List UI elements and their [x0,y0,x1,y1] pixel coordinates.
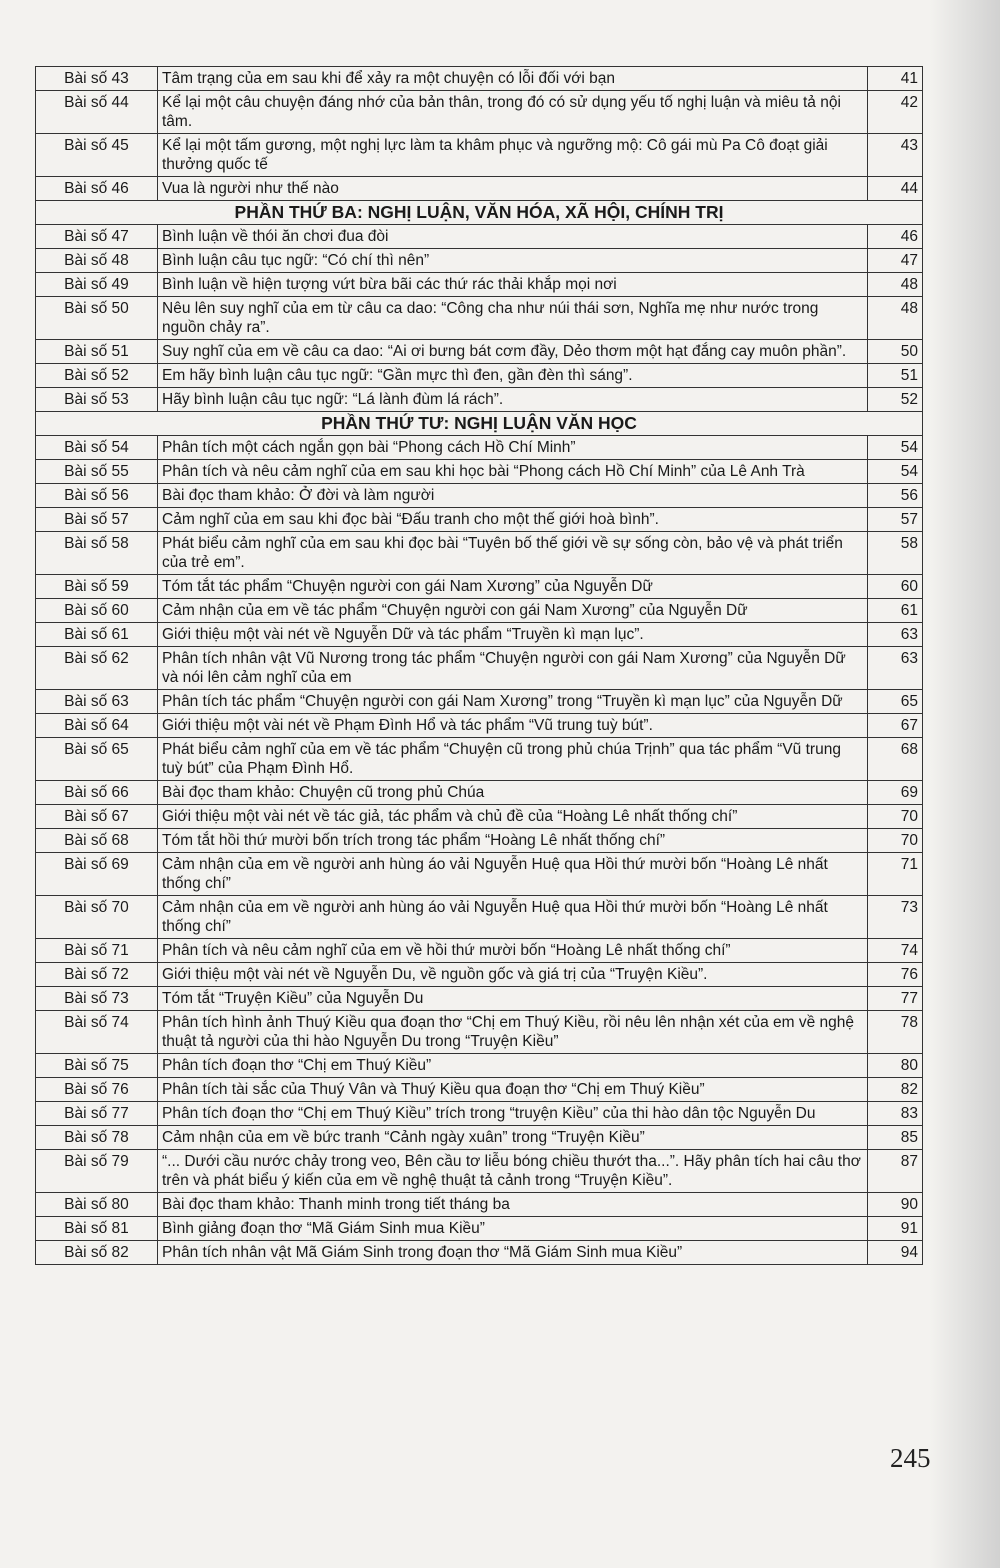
table-row [36,714,923,738]
table-row [36,896,923,939]
table-row [36,436,923,460]
entry-page: 76 [868,963,923,987]
entry-page: 87 [868,1150,923,1193]
entry-code: Bài số 66 [36,781,158,805]
table-row [36,939,923,963]
entry-code: Bài số 52 [36,364,158,388]
entry-page: 41 [868,67,923,91]
entry-page: 77 [868,987,923,1011]
table-row [36,388,923,412]
entry-code: Bài số 50 [36,297,158,340]
section-heading-row [36,412,923,436]
entry-title: Cảm nhận của em về tác phẩm “Chuyện người con gái Nam Xương” của Nguyễn Dữ [158,599,868,623]
entry-page: 74 [868,939,923,963]
entry-page: 42 [868,91,923,134]
entry-title: Phân tích nhân vật Vũ Nương trong tác phẩm “Chuyện người con gái Nam Xương” của Nguyễn Dữ và nói lên cảm nghĩ của em [158,647,868,690]
table-row [36,575,923,599]
entry-code: Bài số 62 [36,647,158,690]
entry-page: 60 [868,575,923,599]
entry-code: Bài số 51 [36,340,158,364]
entry-code: Bài số 57 [36,508,158,532]
table-row [36,225,923,249]
entry-title: Tóm tắt tác phẩm “Chuyện người con gái Nam Xương” của Nguyễn Dữ [158,575,868,599]
entry-title: Vua là người như thế nào [158,177,868,201]
entry-title: Bình giảng đoạn thơ “Mã Giám Sinh mua Kiều” [158,1217,868,1241]
page-number: 245 [890,1443,931,1473]
entry-title: “... Dưới cầu nước chảy trong veo, Bên cầu tơ liễu bóng chiều thướt tha...”. Hãy phân tích hai câu thơ trên và phát biểu ý kiến của em về nghệ thuật tả cảnh trong “Truyện Kiều”. [158,1150,868,1193]
entry-page: 69 [868,781,923,805]
table-row [36,853,923,896]
entry-code: Bài số 58 [36,532,158,575]
section-heading: PHẦN THỨ BA: NGHỊ LUẬN, VĂN HÓA, XÃ HỘI, CHÍNH TRỊ [36,201,923,225]
entry-code: Bài số 54 [36,436,158,460]
table-row [36,67,923,91]
entry-title: Bài đọc tham khảo: Chuyện cũ trong phủ Chúa [158,781,868,805]
entry-title: Cảm nhận của em về người anh hùng áo vải Nguyễn Huệ qua Hồi thứ mười bốn “Hoàng Lê nhất thống chí” [158,853,868,896]
entry-title: Giới thiệu một vài nét về Phạm Đình Hổ và tác phẩm “Vũ trung tuỳ bút”. [158,714,868,738]
entry-page: 78 [868,1011,923,1054]
entry-code: Bài số 55 [36,460,158,484]
entry-page: 61 [868,599,923,623]
table-row [36,249,923,273]
toc-body [36,67,923,1265]
entry-title: Phân tích tài sắc của Thuý Vân và Thuý Kiều qua đoạn thơ “Chị em Thuý Kiều” [158,1078,868,1102]
entry-code: Bài số 76 [36,1078,158,1102]
entry-code: Bài số 47 [36,225,158,249]
entry-page: 68 [868,738,923,781]
table-row [36,805,923,829]
entry-title: Tóm tắt hồi thứ mười bốn trích trong tác phẩm “Hoàng Lê nhất thống chí” [158,829,868,853]
entry-code: Bài số 56 [36,484,158,508]
entry-title: Bài đọc tham khảo: Ở đời và làm người [158,484,868,508]
entry-title: Em hãy bình luận câu tục ngữ: “Gần mực thì đen, gần đèn thì sáng”. [158,364,868,388]
entry-page: 48 [868,273,923,297]
table-row [36,963,923,987]
table-row [36,1078,923,1102]
entry-page: 73 [868,896,923,939]
table-row [36,599,923,623]
table-row [36,134,923,177]
entry-code: Bài số 78 [36,1126,158,1150]
entry-code: Bài số 68 [36,829,158,853]
entry-code: Bài số 79 [36,1150,158,1193]
table-row [36,91,923,134]
entry-page: 48 [868,297,923,340]
entry-code: Bài số 59 [36,575,158,599]
entry-page: 63 [868,623,923,647]
entry-code: Bài số 72 [36,963,158,987]
entry-code: Bài số 61 [36,623,158,647]
entry-page: 80 [868,1054,923,1078]
entry-code: Bài số 77 [36,1102,158,1126]
entry-page: 70 [868,805,923,829]
entry-page: 91 [868,1217,923,1241]
table-row [36,1102,923,1126]
entry-code: Bài số 60 [36,599,158,623]
entry-code: Bài số 44 [36,91,158,134]
entry-title: Tóm tắt “Truyện Kiều” của Nguyễn Du [158,987,868,1011]
entry-code: Bài số 69 [36,853,158,896]
entry-title: Cảm nghĩ của em sau khi đọc bài “Đấu tranh cho một thế giới hoà bình”. [158,508,868,532]
entry-title: Tâm trạng của em sau khi để xảy ra một chuyện có lỗi đối với bạn [158,67,868,91]
entry-title: Phân tích và nêu cảm nghĩ của em sau khi học bài “Phong cách Hồ Chí Minh” của Lê Anh Trà [158,460,868,484]
entry-page: 51 [868,364,923,388]
entry-title: Suy nghĩ của em về câu ca dao: “Ai ơi bưng bát cơm đầy, Dẻo thơm một hạt đắng cay muôn phần”. [158,340,868,364]
entry-code: Bài số 63 [36,690,158,714]
entry-page: 58 [868,532,923,575]
entry-page: 44 [868,177,923,201]
table-row [36,623,923,647]
entry-code: Bài số 67 [36,805,158,829]
table-row [36,1193,923,1217]
entry-code: Bài số 43 [36,67,158,91]
entry-code: Bài số 64 [36,714,158,738]
table-row [36,1150,923,1193]
table-row [36,340,923,364]
table-row [36,1217,923,1241]
entry-code: Bài số 74 [36,1011,158,1054]
entry-title: Bài đọc tham khảo: Thanh minh trong tiết tháng ba [158,1193,868,1217]
entry-title: Bình luận về thói ăn chơi đua đòi [158,225,868,249]
section-heading: PHẦN THỨ TƯ: NGHỊ LUẬN VĂN HỌC [36,412,923,436]
table-row [36,297,923,340]
entry-title: Kể lại một câu chuyện đáng nhớ của bản thân, trong đó có sử dụng yếu tố nghị luận và miêu tả nội tâm. [158,91,868,134]
entry-page: 54 [868,436,923,460]
entry-title: Phân tích tác phẩm “Chuyện người con gái Nam Xương” trong “Truyền kì mạn lục” của Nguyễn Dữ [158,690,868,714]
entry-page: 82 [868,1078,923,1102]
entry-code: Bài số 75 [36,1054,158,1078]
entry-page: 67 [868,714,923,738]
entry-page: 70 [868,829,923,853]
entry-page: 57 [868,508,923,532]
entry-page: 85 [868,1126,923,1150]
table-row [36,273,923,297]
table-row [36,1241,923,1265]
entry-title: Cảm nhận của em về người anh hùng áo vải Nguyễn Huệ qua Hồi thứ mười bốn “Hoàng Lê nhất thống chí” [158,896,868,939]
entry-title: Phân tích một cách ngắn gọn bài “Phong cách Hồ Chí Minh” [158,436,868,460]
entry-page: 54 [868,460,923,484]
entry-title: Kể lại một tấm gương, một nghị lực làm ta khâm phục và ngưỡng mộ: Cô gái mù Pa Cô đoạt giải thưởng quốc tế [158,134,868,177]
entry-title: Bình luận câu tục ngữ: “Có chí thì nên” [158,249,868,273]
entry-code: Bài số 82 [36,1241,158,1265]
table-row [36,532,923,575]
table-row [36,1011,923,1054]
table-row [36,738,923,781]
entry-page: 52 [868,388,923,412]
entry-title: Phát biểu cảm nghĩ của em sau khi đọc bài “Tuyên bố thế giới về sự sống còn, bảo vệ và phát triển của trẻ em”. [158,532,868,575]
table-row [36,1126,923,1150]
entry-title: Nêu lên suy nghĩ của em từ câu ca dao: “Công cha như núi thái sơn, Nghĩa mẹ như nước trong nguồn chảy ra”. [158,297,868,340]
table-row [36,460,923,484]
table-row [36,1054,923,1078]
entry-code: Bài số 49 [36,273,158,297]
entry-title: Giới thiệu một vài nét về Nguyễn Dữ và tác phẩm “Truyền kì mạn lục”. [158,623,868,647]
entry-code: Bài số 46 [36,177,158,201]
entry-title: Phân tích đoạn thơ “Chị em Thuý Kiều” [158,1054,868,1078]
entry-title: Phân tích nhân vật Mã Giám Sinh trong đoạn thơ “Mã Giám Sinh mua Kiều” [158,1241,868,1265]
entry-page: 63 [868,647,923,690]
entry-page: 43 [868,134,923,177]
table-row [36,690,923,714]
entry-page: 56 [868,484,923,508]
table-row [36,647,923,690]
entry-code: Bài số 81 [36,1217,158,1241]
entry-code: Bài số 53 [36,388,158,412]
entry-title: Phân tích đoạn thơ “Chị em Thuý Kiều” trích trong “truyện Kiều” của thi hào dân tộc Nguyễn Du [158,1102,868,1126]
entry-code: Bài số 71 [36,939,158,963]
table-row [36,508,923,532]
entry-code: Bài số 73 [36,987,158,1011]
table-row [36,177,923,201]
entry-title: Phân tích hình ảnh Thuý Kiều qua đoạn thơ “Chị em Thuý Kiều, rồi nêu lên nhận xét của em về nghệ thuật tả người của thi hào Nguyễn Du trong “Truyện Kiều” [158,1011,868,1054]
table-row [36,829,923,853]
table-of-contents [35,66,923,1265]
table-row [36,987,923,1011]
entry-title: Giới thiệu một vài nét về tác giả, tác phẩm và chủ đề của “Hoàng Lê nhất thống chí” [158,805,868,829]
entry-page: 47 [868,249,923,273]
entry-page: 46 [868,225,923,249]
section-heading-row [36,201,923,225]
entry-code: Bài số 65 [36,738,158,781]
entry-page: 71 [868,853,923,896]
page-edge-shadow [930,0,1000,1568]
entry-page: 50 [868,340,923,364]
entry-page: 94 [868,1241,923,1265]
entry-page: 90 [868,1193,923,1217]
entry-page: 83 [868,1102,923,1126]
entry-title: Hãy bình luận câu tục ngữ: “Lá lành đùm lá rách”. [158,388,868,412]
entry-title: Phân tích và nêu cảm nghĩ của em về hồi thứ mười bốn “Hoàng Lê nhất thống chí” [158,939,868,963]
table-row [36,364,923,388]
entry-code: Bài số 70 [36,896,158,939]
entry-code: Bài số 45 [36,134,158,177]
entry-page: 65 [868,690,923,714]
entry-code: Bài số 80 [36,1193,158,1217]
table-row [36,484,923,508]
entry-title: Phát biểu cảm nghĩ của em về tác phẩm “Chuyện cũ trong phủ chúa Trịnh” qua tác phẩm “Vũ trung tuỳ bút” của Phạm Đình Hổ. [158,738,868,781]
entry-code: Bài số 48 [36,249,158,273]
entry-title: Bình luận về hiện tượng vứt bừa bãi các thứ rác thải khắp mọi nơi [158,273,868,297]
entry-title: Cảm nhận của em về bức tranh “Cảnh ngày xuân” trong “Truyện Kiều” [158,1126,868,1150]
table-row [36,781,923,805]
entry-title: Giới thiệu một vài nét về Nguyễn Du, về nguồn gốc và giá trị của “Truyện Kiều”. [158,963,868,987]
